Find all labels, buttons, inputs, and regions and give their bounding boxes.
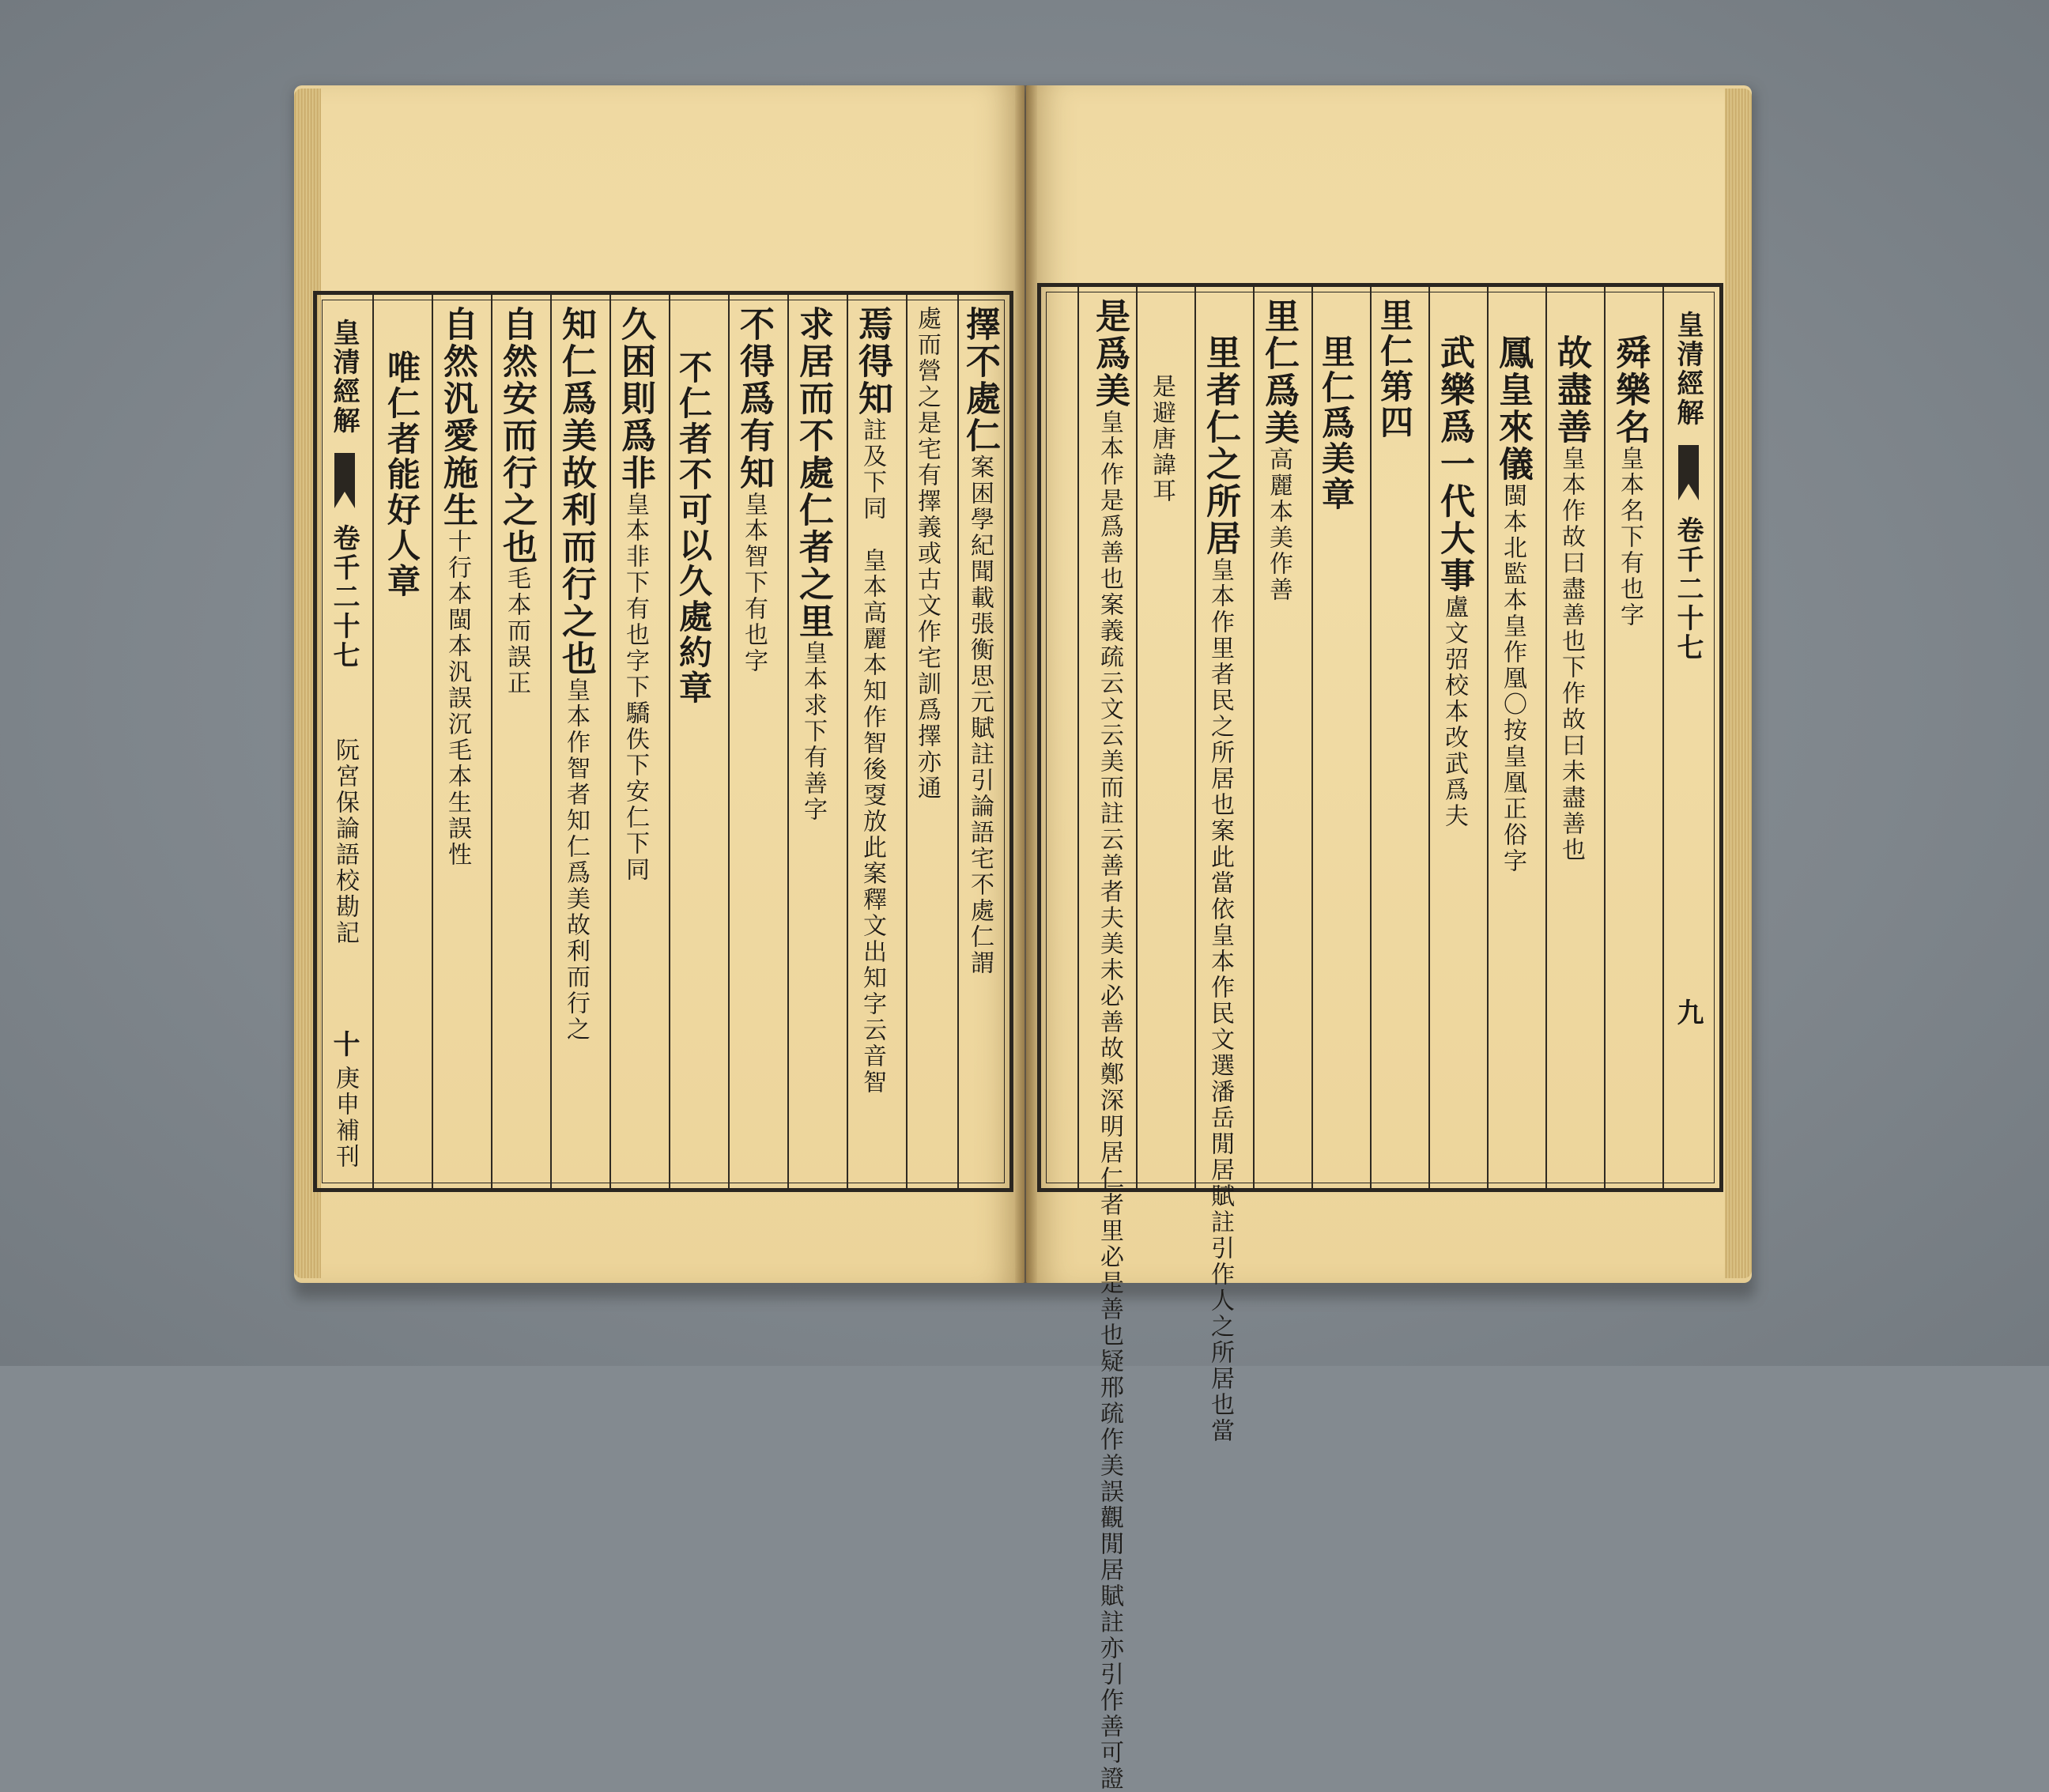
note-text: 皇本名下有也字 <box>1616 446 1643 628</box>
left-col-rule <box>432 295 433 1188</box>
right-col-rule <box>1487 287 1489 1188</box>
left-col-rule <box>669 295 670 1188</box>
left-col-rule <box>847 295 848 1188</box>
main-text: 自然汎愛施生 <box>437 306 477 529</box>
main-text: 武樂爲一代大事 <box>1434 334 1474 594</box>
right-col-3 <box>1493 334 1531 874</box>
right-col-rule <box>1311 287 1313 1188</box>
left-col-rule <box>906 295 908 1188</box>
right-col-9: 是避唐諱耳 <box>1148 374 1175 504</box>
right-col-4 <box>1435 334 1473 829</box>
right-col-rule <box>1604 287 1606 1188</box>
left-col-7 <box>616 306 654 883</box>
left-spine-folio: 十 <box>328 1030 360 1059</box>
note-text: 皇本作是爲善也案義疏云文云美而註云善者夫美未必善故鄭深明居仁者里必是善也疑邢疏作美誤觀閒居賦註亦引作善可證 <box>1096 409 1123 1792</box>
right-col-7 <box>1259 298 1297 603</box>
note-text: 皇本智下有也字 <box>740 492 768 674</box>
main-text: 鳳皇來儀 <box>1492 334 1533 483</box>
left-spine-volume: 卷千二十七 <box>328 524 360 670</box>
right-col-rule <box>1136 287 1138 1188</box>
note-text: 皇本求下有善字 <box>799 640 827 823</box>
main-text: 求居而不處仁者之里 <box>793 306 833 640</box>
left-col-6-heading: 不仁者不可以久處約章 <box>674 350 713 706</box>
right-col-1 <box>1610 334 1648 628</box>
right-col-2 <box>1552 334 1590 863</box>
note-text: 皇本非下有也字下驕佚下安仁下同 <box>621 492 649 883</box>
note-text: 案困學紀聞載張衡思元賦註引論語宅不處仁謂 <box>966 455 994 976</box>
right-page-edges <box>1725 89 1752 1278</box>
note-text: 註及下同 皇本高麗本知作智後㪅放此案釋文出知字云音智 <box>858 417 886 1096</box>
left-col-10 <box>438 306 476 868</box>
note-text: 毛本而誤正 <box>503 566 530 696</box>
main-text: 焉得知 <box>852 306 892 417</box>
left-col-rule <box>609 295 611 1188</box>
left-spine-note: 庚申補刊 <box>331 1066 359 1170</box>
note-text: 盧文弨校本改武爲夫 <box>1440 594 1468 829</box>
left-col-4 <box>794 306 832 823</box>
note-text: 皇本作里者民之所居也案此當依皇本作民文選潘岳閒居賦註引作人之所居也當 <box>1206 557 1234 1444</box>
left-col-3 <box>853 306 891 1096</box>
book-gutter <box>1015 85 1037 1283</box>
left-inner-border <box>322 300 1005 1183</box>
note-text: 處而營之是宅有擇義或古文作宅訓爲擇亦通 <box>913 306 941 802</box>
right-text-block <box>1037 283 1723 1792</box>
right-spine-title: 皇清經解 <box>1672 311 1704 428</box>
main-text: 里仁爲美 <box>1258 298 1299 447</box>
right-col-10 <box>1090 298 1128 1792</box>
right-col-8 <box>1201 334 1239 1444</box>
note-text: 閩本北監本皇作凰〇按皇凰正俗字 <box>1499 483 1526 874</box>
note-text: 高麗本美作善 <box>1265 447 1292 603</box>
left-col-8 <box>557 306 594 1043</box>
right-col-rule <box>1253 287 1255 1188</box>
left-text-block <box>313 291 1013 1192</box>
main-text: 久困則爲非 <box>615 306 655 492</box>
note-text: 十行本閩本汎誤沉毛本生誤性 <box>443 529 471 868</box>
right-col-6-heading: 里仁爲美章 <box>1317 334 1356 512</box>
main-text: 不得爲有知 <box>734 306 774 492</box>
right-col-rule <box>1077 287 1079 1188</box>
main-text: 里者仁之所居 <box>1200 334 1240 557</box>
main-text: 是爲美 <box>1089 298 1130 409</box>
left-col-rule <box>787 295 789 1188</box>
right-col-rule <box>1545 287 1547 1188</box>
left-col-5 <box>734 306 772 674</box>
left-col-11-heading: 唯仁者能好人章 <box>383 350 421 599</box>
main-text: 舜樂名 <box>1609 334 1650 446</box>
note-text: 皇本作智者知仁爲美故利而行之 <box>562 677 590 1043</box>
left-col-9 <box>497 306 535 696</box>
left-col-2 <box>914 306 939 802</box>
left-col-rule <box>957 295 959 1188</box>
right-spine-folio: 九 <box>1672 998 1704 1028</box>
left-col-1 <box>960 306 998 976</box>
main-text: 知仁爲美故利而行之也 <box>556 306 596 677</box>
right-col-5-heading: 里仁第四 <box>1375 298 1414 440</box>
right-col-rule <box>1370 287 1372 1188</box>
main-text: 擇不處仁 <box>960 306 1000 455</box>
main-text: 自然安而行之也 <box>496 306 537 566</box>
left-col-rule <box>550 295 552 1188</box>
right-col-rule <box>1428 287 1430 1188</box>
left-col-rule <box>728 295 730 1188</box>
left-spine-title: 皇清經解 <box>328 319 360 436</box>
main-text: 故盡善 <box>1551 334 1591 446</box>
left-spine-rule <box>372 295 374 1188</box>
right-spine-rule <box>1662 287 1664 1188</box>
left-col-rule <box>491 295 492 1188</box>
left-spine-author: 阮宮保論語校勘記 <box>331 738 359 946</box>
note-text: 皇本作故曰盡善也下作故曰未盡善也 <box>1557 446 1585 863</box>
right-col-rule <box>1194 287 1196 1188</box>
right-spine-volume: 卷千二十七 <box>1672 516 1704 662</box>
